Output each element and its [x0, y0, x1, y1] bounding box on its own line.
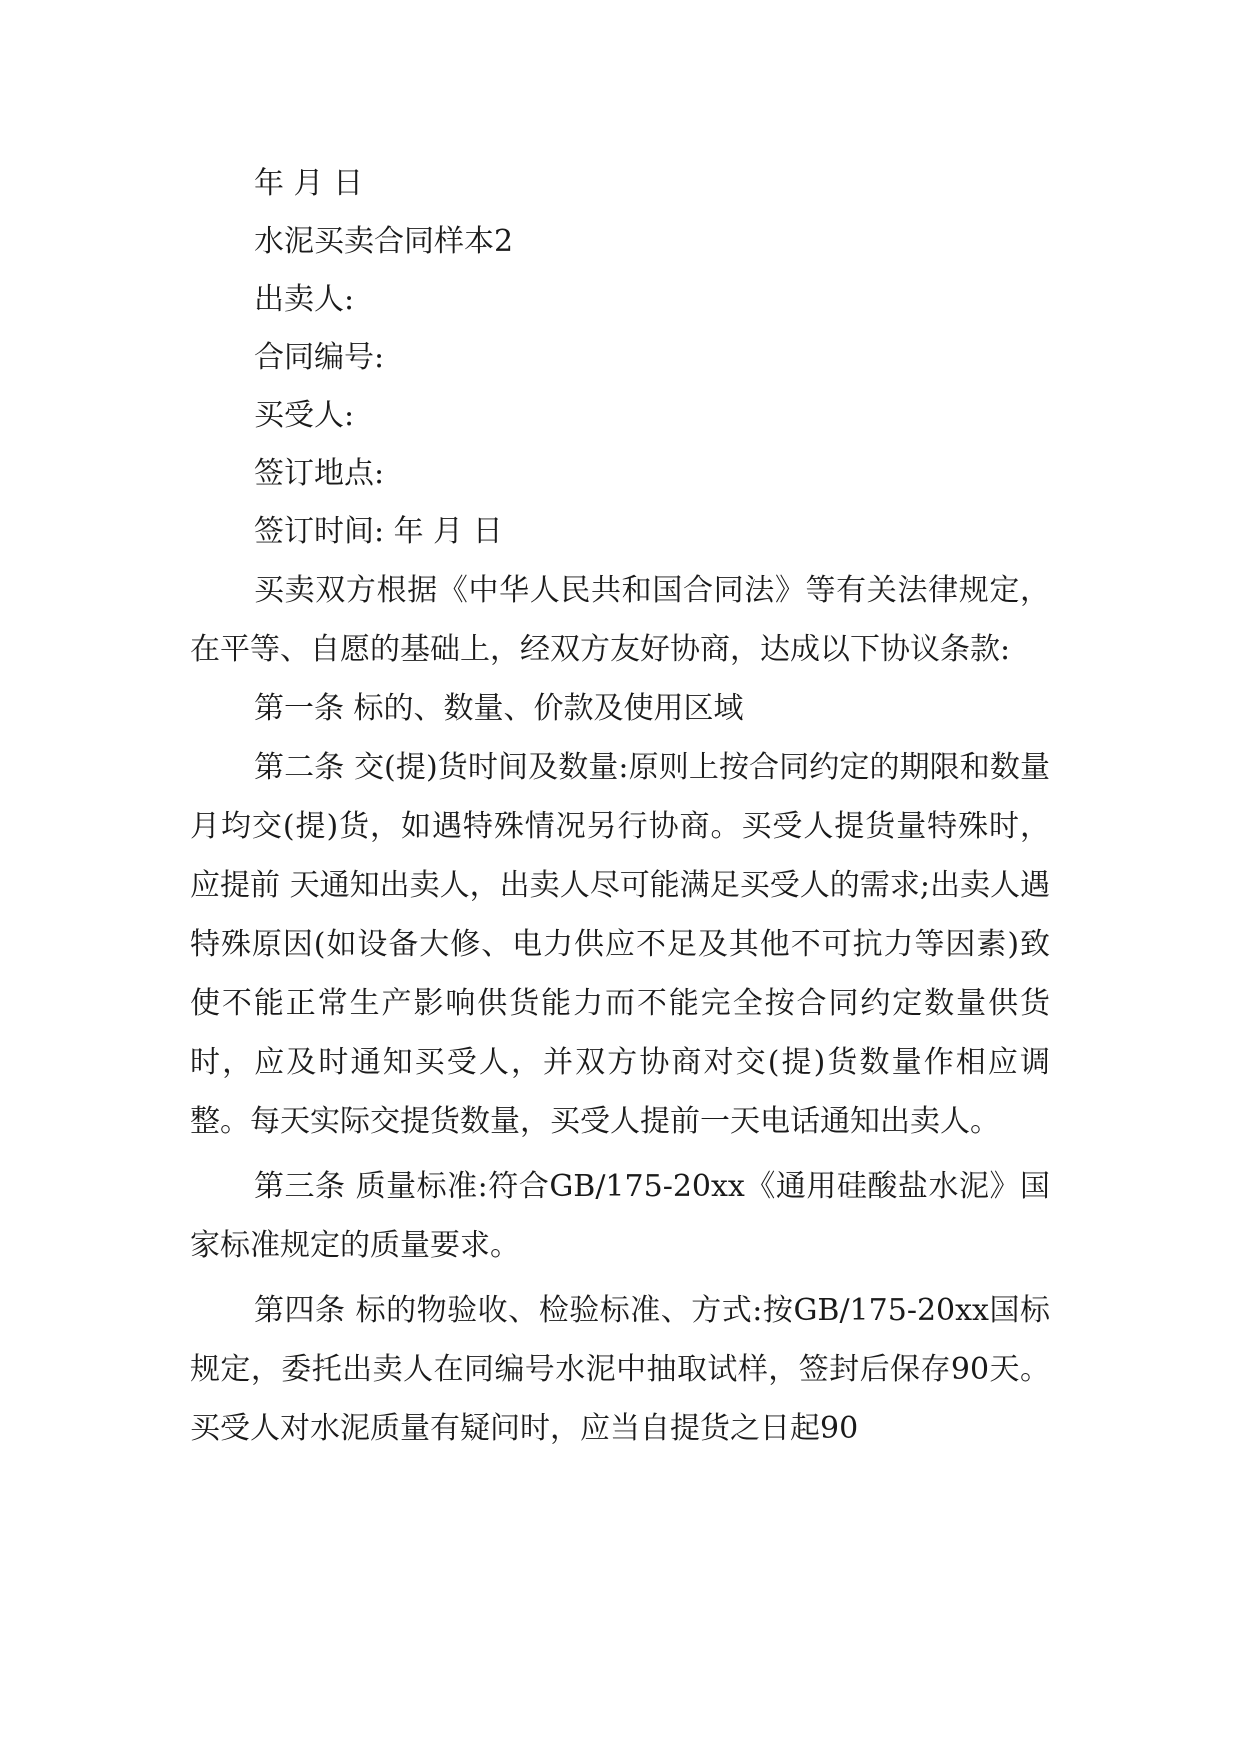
contract-number-field: 合同编号: [254, 340, 385, 375]
date-line: 年 月 日 [254, 166, 364, 201]
signing-place-field: 签订地点: [254, 456, 385, 491]
article-4: 第四条 标的物验收、检验标准、方式:按GB/175-20xx国标规定，委托出卖人在同编号水泥中抽取试样，签封后保存90天。买受人对水泥质量有疑问时，应当自提货之日起90 [190, 1293, 1050, 1446]
buyer-field: 买受人: [254, 398, 355, 433]
document-page [190, 155, 1050, 1458]
article-1: 第一条 标的、数量、价款及使用区域 [254, 691, 744, 726]
article-3: 第三条 质量标准:符合GB/175-20xx《通用硅酸盐水泥》国家标准规定的质量要求。 [190, 1169, 1050, 1263]
seller-field: 出卖人: [254, 282, 355, 317]
article-2: 第二条 交(提)货时间及数量:原则上按合同约定的期限和数量月均交(提)货，如遇特殊情况另行协商。买受人提货量特殊时，应提前 天通知出卖人，出卖人尽可能满足买受人的需求;出卖人遇特殊原因(如设备大修、电力供应不足及其他不可抗力等因素)致使不能正常生产影响供货能力而不能完全按合同约定数量供货时，应及时通知买受人，并双方协商对交(提)货数量作相应调整。每天实际交提货数量，买受人提前一天电话通知出卖人。 [190, 750, 1050, 1139]
preamble-paragraph: 买卖双方根据《中华人民共和国合同法》等有关法律规定，在平等、自愿的基础上，经双方友好协商，达成以下协议条款: [190, 573, 1050, 667]
document-title: 水泥买卖合同样本2 [254, 224, 514, 259]
signing-time-field: 签订时间: 年 月 日 [254, 514, 503, 549]
